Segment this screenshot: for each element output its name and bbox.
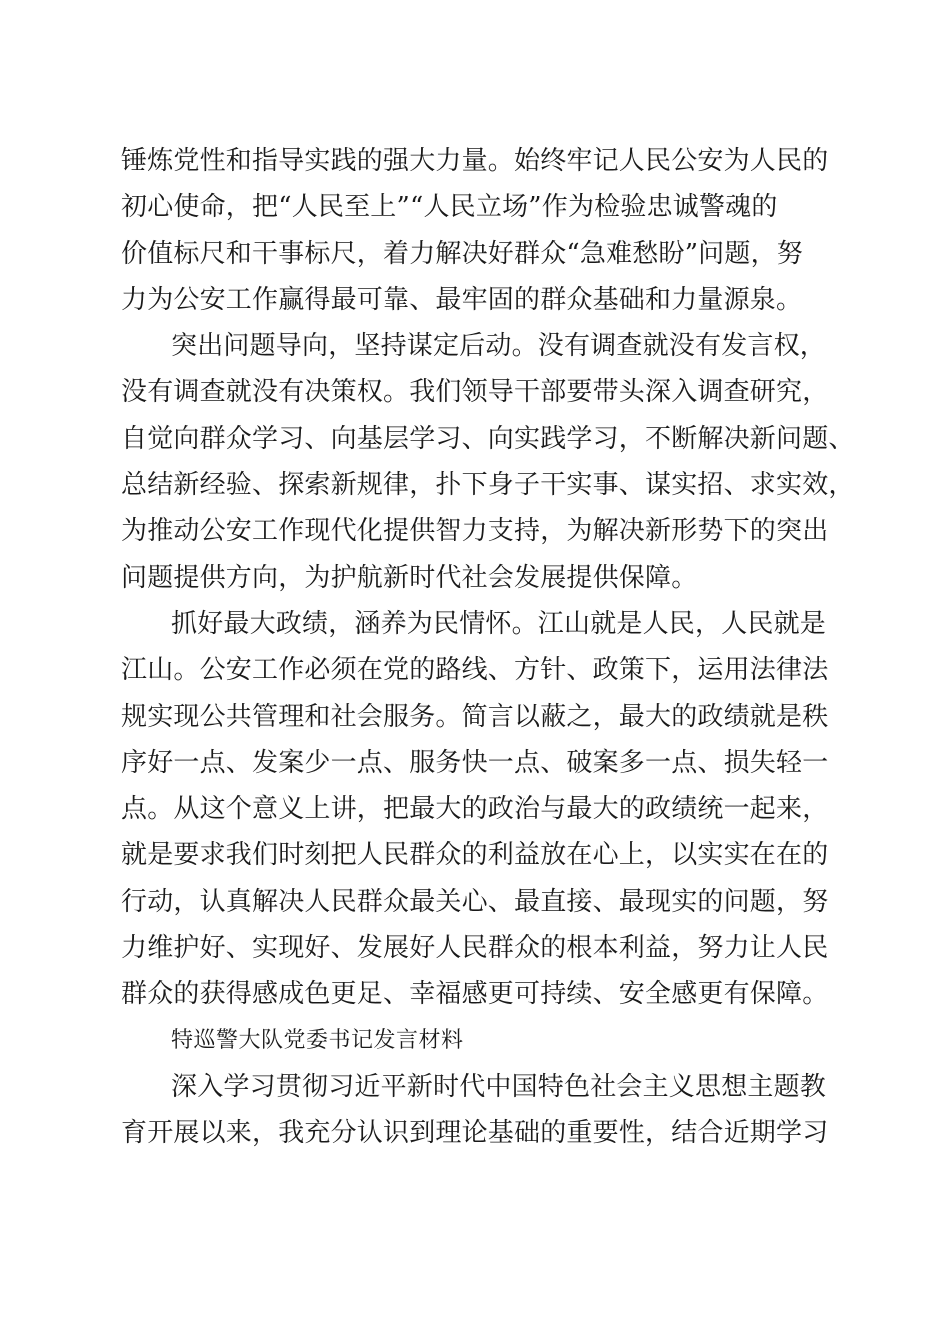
paragraph-start-line: 突出问题导向，坚持谋定后动。没有调查就没有发言权， [171, 331, 827, 362]
text-line: 序好一点、发案少一点、服务快一点、破案多一点、损失轻一 [121, 747, 829, 778]
text-line: 育开展以来，我充分认识到理论基础的重要性，结合近期学习 [121, 1118, 829, 1149]
paragraph-start-line: 深入学习贯彻习近平新时代中国特色社会主义思想主题教 [171, 1071, 827, 1102]
text-line: 初心使命，把“人民至上”“人民立场”作为检验忠诚警魂的 [121, 192, 778, 223]
text-line: 力为公安工作赢得最可靠、最牢固的群众基础和力量源泉。 [121, 284, 803, 315]
document-body [121, 138, 855, 1157]
text-line: 自觉向群众学习、向基层学习、向实践学习，不断解决新问题、 [121, 423, 855, 454]
text-line: 江山。公安工作必须在党的路线、方针、政策下，运用法律法 [121, 655, 829, 686]
text-line: 就是要求我们时刻把人民群众的利益放在心上，以实实在在的 [121, 840, 829, 871]
text-line: 没有调查就没有决策权。我们领导干部要带头深入调查研究， [121, 377, 829, 408]
text-line: 问题提供方向，为护航新时代社会发展提供保障。 [121, 562, 698, 593]
text-line: 锤炼党性和指导实践的强大力量。始终牢记人民公安为人民的 [121, 146, 829, 176]
text-line: 总结新经验、探索新规律，扑下身子干实事、谋实招、求实效， [121, 470, 855, 501]
text-line: 力维护好、实现好、发展好人民群众的根本利益，努力让人民 [121, 933, 829, 964]
section-heading: 特巡警大队党委书记发言材料 [171, 1027, 464, 1053]
text-line: 价值标尺和干事标尺，着力解决好群众“急难愁盼”问题，努 [121, 238, 803, 269]
paragraph-start-line: 抓好最大政绩，涵养为民情怀。江山就是人民，人民就是 [171, 608, 827, 639]
text-line: 行动，认真解决人民群众最关心、最直接、最现实的问题，努 [121, 886, 829, 917]
text-line: 规实现公共管理和社会服务。简言以蔽之，最大的政绩就是秩 [121, 701, 829, 732]
text-line: 为推动公安工作现代化提供智力支持，为解决新形势下的突出 [121, 516, 829, 547]
text-line: 点。从这个意义上讲，把最大的政治与最大的政绩统一起来， [121, 794, 829, 825]
text-line: 群众的获得感成色更足、幸福感更可持续、安全感更有保障。 [121, 979, 829, 1010]
